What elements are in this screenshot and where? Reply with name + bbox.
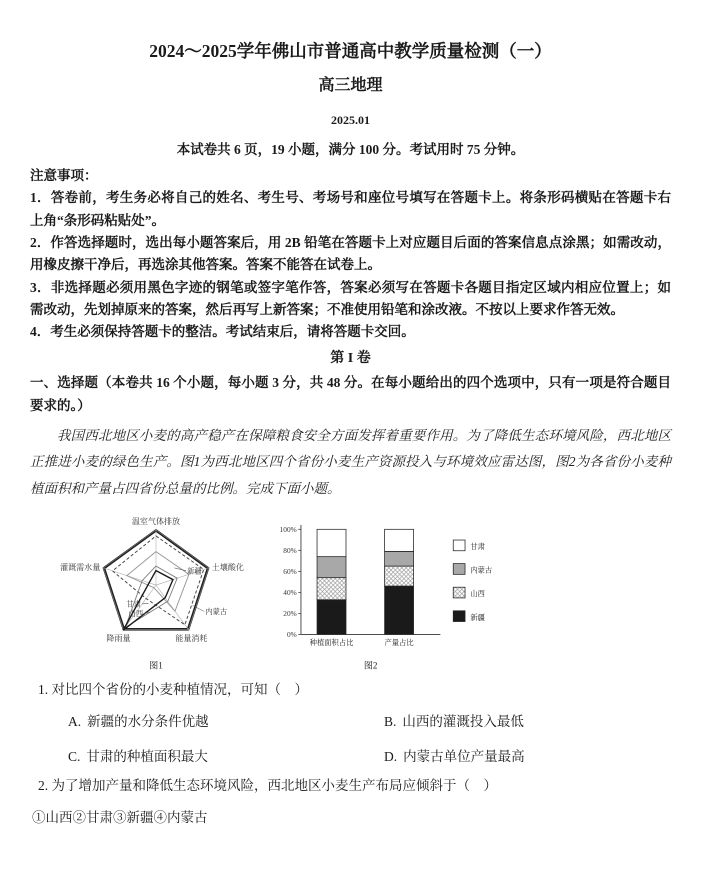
legend-label: 山西 (470, 590, 485, 599)
radar-series-label: 内蒙古 (205, 607, 228, 616)
bar-category-label: 产量占比 (384, 639, 414, 648)
option-d-text: 内蒙古单位产量最高 (403, 749, 525, 765)
bar-ytick-label: 80% (283, 546, 297, 555)
bar-category-label: 种植面积占比 (309, 639, 354, 648)
subject-title: 高三地理 (318, 76, 383, 94)
figure2-caption: 图2 (363, 660, 378, 671)
question-2-stem: 为了增加产量和降低生态环境风险，西北地区小麦生产布局应倾斜于（ ） (51, 777, 497, 793)
radar-series-甘肃 (125, 566, 177, 627)
bar-segment-内蒙古 (385, 551, 414, 566)
option-d-label: D. (384, 749, 398, 765)
legend-label: 甘肃 (470, 542, 485, 551)
option-a[interactable] (68, 711, 384, 733)
legend-swatch-甘肃 (453, 540, 465, 551)
question-2 (38, 775, 671, 797)
legend-label: 新疆 (470, 613, 485, 622)
radar-label-leader (142, 603, 148, 604)
question-1-options (68, 711, 671, 769)
legend-swatch-新疆 (453, 611, 465, 622)
legend-swatch-山西 (453, 587, 465, 598)
exam-date: 2025.01 (331, 113, 370, 128)
question-1-number: 1. (38, 681, 49, 697)
figure1-radar-chart (54, 510, 258, 673)
option-d[interactable] (384, 746, 671, 768)
bar-ytick-label: 60% (283, 567, 297, 576)
option-c[interactable] (68, 746, 384, 768)
radar-axis-label: 灌溉需水量 (60, 562, 101, 572)
notice-item-2: 2．作答选择题时，选出每小题答案后，用 2B 铅笔在答题卡上对应题目后面的答案信息点涂黑；如需改动，用橡皮擦干净后，再选涂其他答案。答案不能答在试卷上。 (30, 235, 671, 273)
bar-segment-甘肃 (385, 529, 414, 551)
bar-ytick-label: 40% (283, 588, 297, 597)
notice-title: 注意事项： (30, 168, 98, 184)
figure1-caption: 图1 (149, 660, 163, 671)
question-1 (38, 679, 671, 701)
radar-axis-label: 能量消耗 (175, 633, 208, 643)
option-b-text: 山西的灌溉投入最低 (402, 714, 524, 730)
radar-series-label: 甘肃 (126, 600, 141, 609)
radar-series-label: 山西 (128, 610, 144, 619)
figures-row (54, 510, 671, 673)
option-c-text: 甘肃的种植面积最大 (86, 749, 208, 765)
bar-segment-山西 (385, 566, 414, 586)
option-b[interactable] (384, 711, 671, 733)
radar-axis-label: 土壤酸化 (211, 562, 244, 572)
bar-segment-新疆 (385, 586, 414, 634)
question-2-number: 2. (38, 777, 49, 793)
notice-item-1: 1．答卷前，考生务必将自己的姓名、考生号、考场号和座位号填写在答题卡上。将条形码横贴在答题卡右上角“条形码粘贴处”。 (30, 190, 671, 228)
question-2-choices: ①山西②甘肃③新疆④内蒙古 (32, 809, 208, 825)
bar-segment-新疆 (317, 600, 346, 635)
bar-segment-内蒙古 (317, 557, 346, 578)
volume-heading: 第 I 卷 (330, 351, 371, 367)
legend-label: 内蒙古 (470, 566, 493, 575)
bar-segment-甘肃 (317, 529, 346, 556)
radar-axis-label: 温室气体排放 (131, 516, 181, 526)
exam-info: 本试卷共 6 页，19 小题，满分 100 分。考试用时 75 分钟。 (176, 141, 525, 157)
option-a-label: A. (68, 714, 82, 730)
bar-ytick-label: 0% (286, 630, 297, 639)
legend-swatch-内蒙古 (453, 564, 465, 575)
section-heading: 一、选择题（本卷共 16 个小题，每小题 3 分，共 48 分。在每小题给出的四个选项中，只有一项是符合题目要求的。） (30, 375, 671, 413)
bar-ytick-label: 20% (283, 609, 297, 618)
option-a-text: 新疆的水分条件优越 (87, 714, 209, 730)
figure2-stacked-bar-chart (258, 510, 508, 673)
radar-series-内蒙古 (112, 536, 203, 625)
bar-segment-山西 (317, 578, 346, 600)
question-passage: 我国西北地区小麦的高产稳产在保障粮食安全方面发挥着重要作用。为了降低生态环境风险，西北地区正推进小麦的绿色生产。图1为西北地区四个省份小麦生产资源投入与环境效应雷达图，图2为各省份小麦种植面积和产量占四省份总量的比例。完成下面小题。 (30, 427, 671, 496)
radar-axis-label: 降雨量 (106, 633, 131, 643)
option-b-label: B. (384, 714, 397, 730)
radar-series-label: 新疆 (187, 567, 202, 576)
option-c-label: C. (68, 749, 81, 765)
question-1-stem: 对比四个省份的小麦种植情况，可知（ ） (51, 681, 308, 697)
page-title: 2024～2025学年佛山市普通高中教学质量检测（一） (149, 41, 552, 61)
notice-item-3: 3．非选择题必须用黑色字迹的钢笔或签字笔作答，答案必须写在答题卡各题目指定区域内相应位置上；如需改动，先划掉原来的答案，然后再写上新答案；不准使用铅笔和涂改液。不按以上要求作答无效。 (30, 279, 671, 317)
bar-ytick-label: 100% (279, 525, 297, 534)
notice-item-4: 4．考生必须保持答题卡的整洁。考试结束后，请将答题卡交回。 (30, 324, 415, 340)
